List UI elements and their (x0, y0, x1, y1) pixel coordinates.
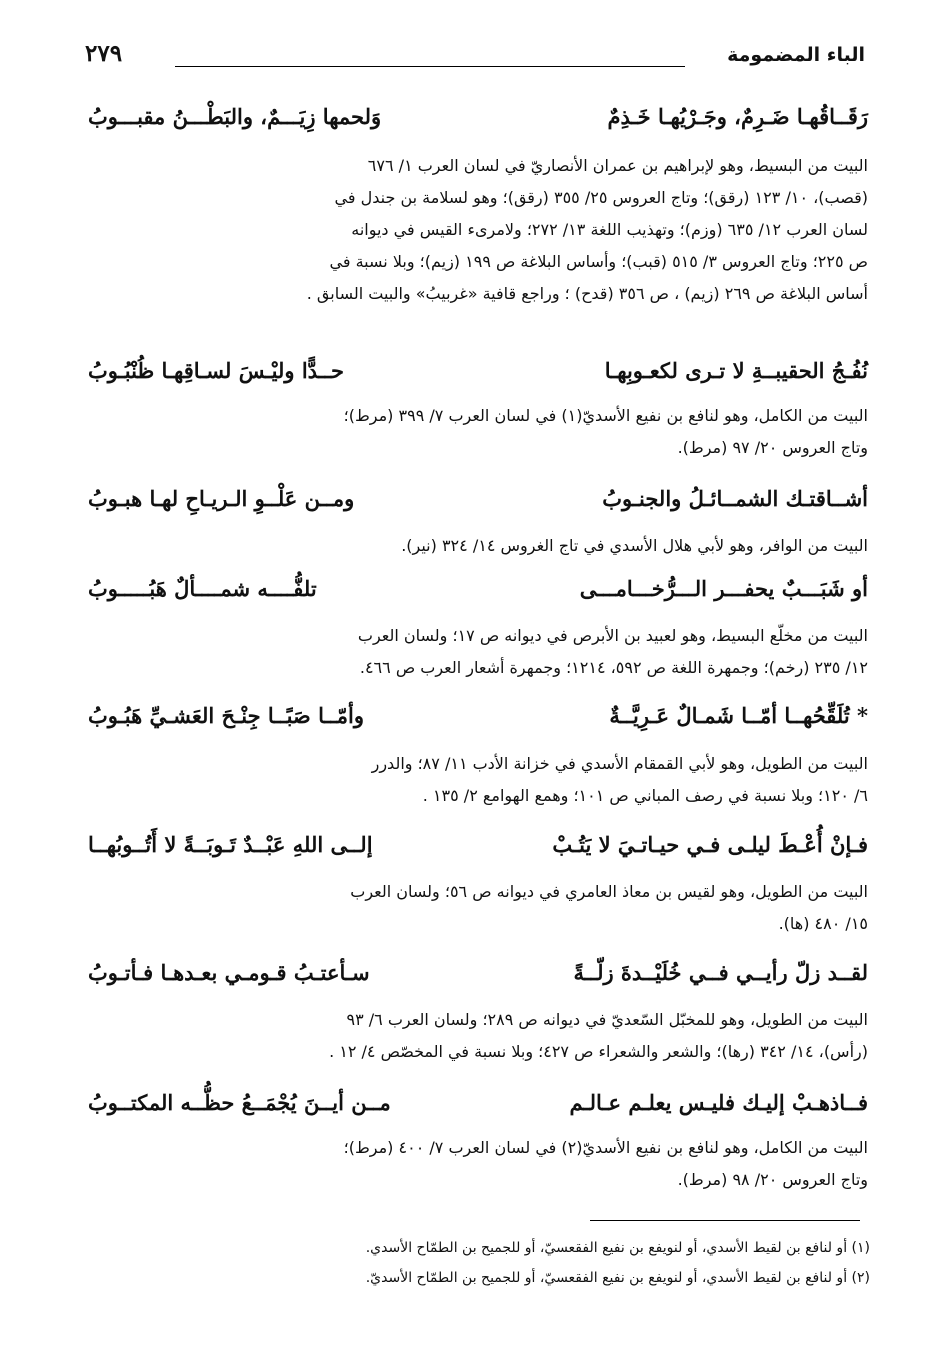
verse-5 (88, 703, 868, 747)
note-line: (قصب)، ١٠/ ١٢٣ (رقق)؛ وتاج العروس ٢٥/ ٣٥٥ (رقق)؛ وهو لسلامة بن جندل في (334, 188, 868, 207)
verse-3 (88, 486, 868, 530)
note-line: البيت من الطويل، وهو للمخبّل السّعديّ في ديوانه ص ٢٨٩؛ ولسان العرب ٦/ ٩٣ (346, 1010, 868, 1029)
note-7 (88, 1004, 868, 1068)
verse-8 (88, 1090, 868, 1134)
note-line: البيت من الطويل، وهو لقيس بن معاذ العامري في ديوانه ص ٥٦؛ ولسان العرب (350, 882, 868, 901)
note-line: البيت من الوافر، وهو لأبي هلال الأسدي في تاج الغروس ١٤/ ٣٢٤ (نير). (401, 536, 868, 555)
verse-hemistich-first: * تُلَقِّحُهــا أمّــا شَمـالٌ عَـرِيَّــةٌ (609, 703, 868, 728)
note-line: (رأس)، ١٤/ ٣٤٢ (رها)؛ والشعر والشعراء ص ٤٢٧؛ وبلا نسبة في المخصّص ٤/ ١٢ . (329, 1042, 868, 1061)
verse-hemistich-second: سـأعتـبُ قـومـي بعـدهـا فـأتـوبُ (88, 960, 370, 985)
page-header (85, 40, 865, 80)
verse-hemistich-first: نُفُـجُ الحقيبــةِ لا تـرى لكعـوبِهـا (604, 358, 868, 383)
note-line: البيت من مخلّع البسيط، وهو لعبيد بن الأبرص في ديوانه ص ١٧؛ ولسان العرب (357, 626, 868, 645)
verse-4 (88, 576, 868, 620)
footnote-1: (١) أو لنافع بن لقيط الأسدي، أو لنويفع بن نفيع الفقعسيّ، أو للجميح بن الطمّاح الأسدي. (365, 1240, 870, 1256)
note-5 (88, 748, 868, 812)
verse-hemistich-second: وَلحمها زِيَـــمٌ، والبَطْـــنُ مقبـــوبُ (88, 104, 382, 129)
note-line: ١٢/ ٢٣٥ (رخم)؛ وجمهرة اللغة ص ٥٩٢، ١٢١٤؛ وجمهرة أشعار العرب ص ٤٦٦. (359, 658, 868, 677)
note-4 (88, 620, 868, 684)
note-line: ص ٢٢٥؛ وتاج العروس ٣/ ٥١٥ (قبب)؛ وأساس البلاغة ص ١٩٩ (زيم)؛ وبلا نسبة في (329, 252, 868, 271)
verse-hemistich-second: وأمّــا صَبًــا جِنْـحَ العَشـيِّ هَبُـوبُ (88, 703, 365, 728)
verse-6 (88, 832, 868, 876)
note-line: وتاج العروس ٢٠/ ٩٨ (مرط). (677, 1170, 868, 1189)
note-line: وتاج العروس ٢٠/ ٩٧ (مرط). (677, 438, 868, 457)
note-2 (88, 400, 868, 464)
note-line: ٦/ ١٢٠؛ وبلا نسبة في رصف المباني ص ١٠١؛ وهمع الهوامع ٢/ ١٣٥ . (422, 786, 868, 805)
header-rule (175, 66, 685, 67)
note-3 (88, 530, 868, 562)
verse-hemistich-first: فــاذهـبْ إليـك فليـس يعلـم عـالـم (569, 1090, 868, 1115)
verse-hemistich-second: حــدًّا وليْـسَ لسـاقِهـا ظُنْبُـوبُ (88, 358, 344, 383)
note-line: البيت من البسيط، وهو لإبراهيم بن عمران الأنصاريّ في لسان العرب ١/ ٦٧٦ (367, 156, 868, 175)
footnote-2: (٢) أو لنافع بن لقيط الأسدي، أو لنويفع بن نفيع الفقعسيّ، أو للجميح بن الطمّاح الأسديّ. (365, 1270, 870, 1286)
note-line: لسان العرب ١٢/ ٦٣٥ (وزم)؛ وتهذيب اللغة ١٣/ ٢٧٢؛ ولامرىء القيس في ديوانه (351, 220, 868, 239)
verse-hemistich-second: ومــن عَلْــوِ الـريـاحِ لهـا هبـوبُ (88, 486, 355, 511)
verse-1 (88, 104, 868, 148)
verse-hemistich-first: لقــد زلّ رأيــي فــي خُلَيْــدةَ زلّــةً (573, 960, 868, 985)
note-line: البيت من الكامل، وهو لنافع بن نفيع الأسديّ(٢) في لسان العرب ٧/ ٤٠٠ (مرط)؛ (343, 1138, 868, 1157)
note-line: البيت من الطويل، وهو لأبي القمقام الأسدي في خزانة الأدب ١١/ ٨٧؛ والدرر (371, 754, 868, 773)
note-line: ١٥/ ٤٨٠ (ها). (778, 914, 868, 933)
verse-2 (88, 358, 868, 402)
verse-hemistich-second: إلــى اللهِ عَبْــدٌ تَـوبَــةً لا أَتُــوبُهــا (88, 832, 373, 857)
verse-hemistich-first: رَقَــاقُهـا ضَـرِمٌ، وجَـرْيُهـا خَـذِمٌ (607, 104, 868, 129)
verse-hemistich-first: فـإنْ أُعْـطَ ليلـى فـي حيـاتـيَ لا يَتُـبْ (552, 832, 868, 857)
note-6 (88, 876, 868, 940)
note-line: أساس البلاغة ص ٢٦٩ (زيم) ، ص ٣٥٦ (قدح) ؛ وراجع قافية «غربيبُ» والبيت السابق . (306, 284, 868, 303)
note-1 (88, 150, 868, 310)
note-line: البيت من الكامل، وهو لنافع بن نفيع الأسديّ(١) في لسان العرب ٧/ ٣٩٩ (مرط)؛ (343, 406, 868, 425)
verse-hemistich-second: مــن أيــنَ يُجْمَــعُ حظُّــه المكتــوبُ (88, 1090, 391, 1115)
verse-7 (88, 960, 868, 1004)
footnote-rule (590, 1220, 860, 1221)
verse-hemistich-first: أو شَبَـــبٌ يحفـــر الـــرُّخـــامـــى (579, 576, 868, 601)
running-title: الباء المضمومة (727, 44, 865, 66)
note-8 (88, 1132, 868, 1196)
page-number: ٢٧٩ (85, 40, 123, 67)
verse-hemistich-second: تلفُّــــه شمــــألٌ هَبُـــــوبُ (88, 576, 317, 601)
verse-hemistich-first: أشــاقتـك الشمــائـلُ والجنـوبُ (602, 486, 868, 511)
